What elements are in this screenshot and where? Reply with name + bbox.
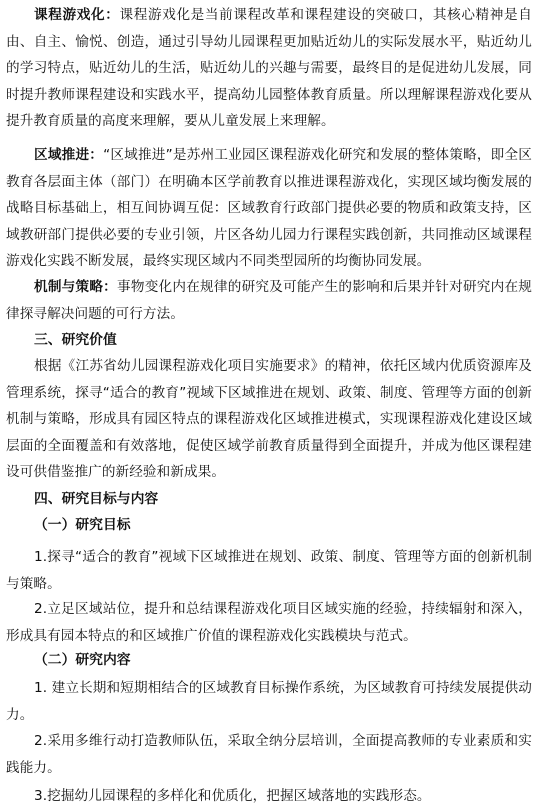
definition-paragraph-regional-advance	[6, 142, 532, 275]
section-heading-goals-and-content: 四、研究目标与内容	[34, 491, 159, 507]
definition-paragraph-course-gamification	[6, 2, 532, 135]
goal-item-1: 1.探寻“适合的教育”视域下区域推进在规划、政策、制度、管理等方面的创新机制与策略。	[6, 549, 532, 592]
goal-item-2: 2.立足区域站位，提升和总结课程游戏化项目区域实施的经验，持续辐射和深入，形成具有园本特点的和区域推广价值的课程游戏化实践模块与范式。	[6, 601, 532, 644]
subsection-heading-research-goals: （一）研究目标	[34, 517, 131, 533]
content-item-2: 2.采用多维行动打造教师队伍，采取全纳分层培训，全面提高教师的专业素质和实践能力。	[6, 733, 532, 776]
research-value-paragraph: 根据《江苏省幼儿园课程游戏化项目实施要求》的精神，依托区域内优质资源库及管理系统，探寻“适合的教育”视域下区域推进在规划、政策、制度、管理等方面的创新机制与策略，形成具有园区特点的课程游戏化区域推进模式，实现课程游戏化建设区域层面的全面覆盖和有效落地，促使区域学前教育质量得到全面提升，并成为他区课程建设可供借鉴推广的新经验和新成果。	[6, 358, 532, 481]
definition-text-course-gamification: 课程游戏化是当前课程改革和课程建设的突破口，其核心精神是自由、自主、愉悦、创造，通过引导幼儿园课程更加贴近幼儿的实际发展水平，贴近幼儿的学习特点，贴近幼儿的生活，贴近幼儿的兴趣与需要，最终目的是促进幼儿发展，同时提升教师课程建设和实践水平，提高幼儿园整体教育质量。所以理解课程游戏化要从提升教育质量的高度来理解，要从儿童发展上来理解。	[6, 7, 532, 130]
definition-paragraph-mechanism-strategy	[6, 274, 532, 327]
term-regional-advance: 区域推进：	[34, 147, 104, 163]
content-item-1: 1. 建立长期和短期相结合的区域教育目标操作系统，为区域教育可持续发展提供动力。	[6, 680, 532, 723]
content-item-3: 3.挖掘幼儿园课程的多样化和优质化，把握区域落地的实践形态。	[34, 788, 431, 804]
definition-text-mechanism-strategy: 事物变化内在规律的研究及可能产生的影响和后果并针对研究内在规律探寻解决问题的可行方法。	[6, 279, 532, 322]
section-heading-research-value: 三、研究价值	[34, 332, 117, 348]
subsection-heading-research-content: （二）研究内容	[34, 652, 131, 668]
term-mechanism-strategy: 机制与策略：	[34, 279, 118, 295]
definition-text-regional-advance: “区域推进”是苏州工业园区课程游戏化研究和发展的整体策略，即全区教育各层面主体（部门）在明确本区学前教育以推进课程游戏化，实现区域均衡发展的战略目标基础上，相互间协调互促：区域教育行政部门提供必要的物质和政策支持，区域教研部门提供必要的专业引领，片区各幼儿园力行课程实践创新，共同推动区域课程游戏化实践不断发展，最终实现区域内不同类型园所的均衡协同发展。	[6, 147, 532, 270]
term-course-gamification: 课程游戏化：	[34, 7, 120, 23]
